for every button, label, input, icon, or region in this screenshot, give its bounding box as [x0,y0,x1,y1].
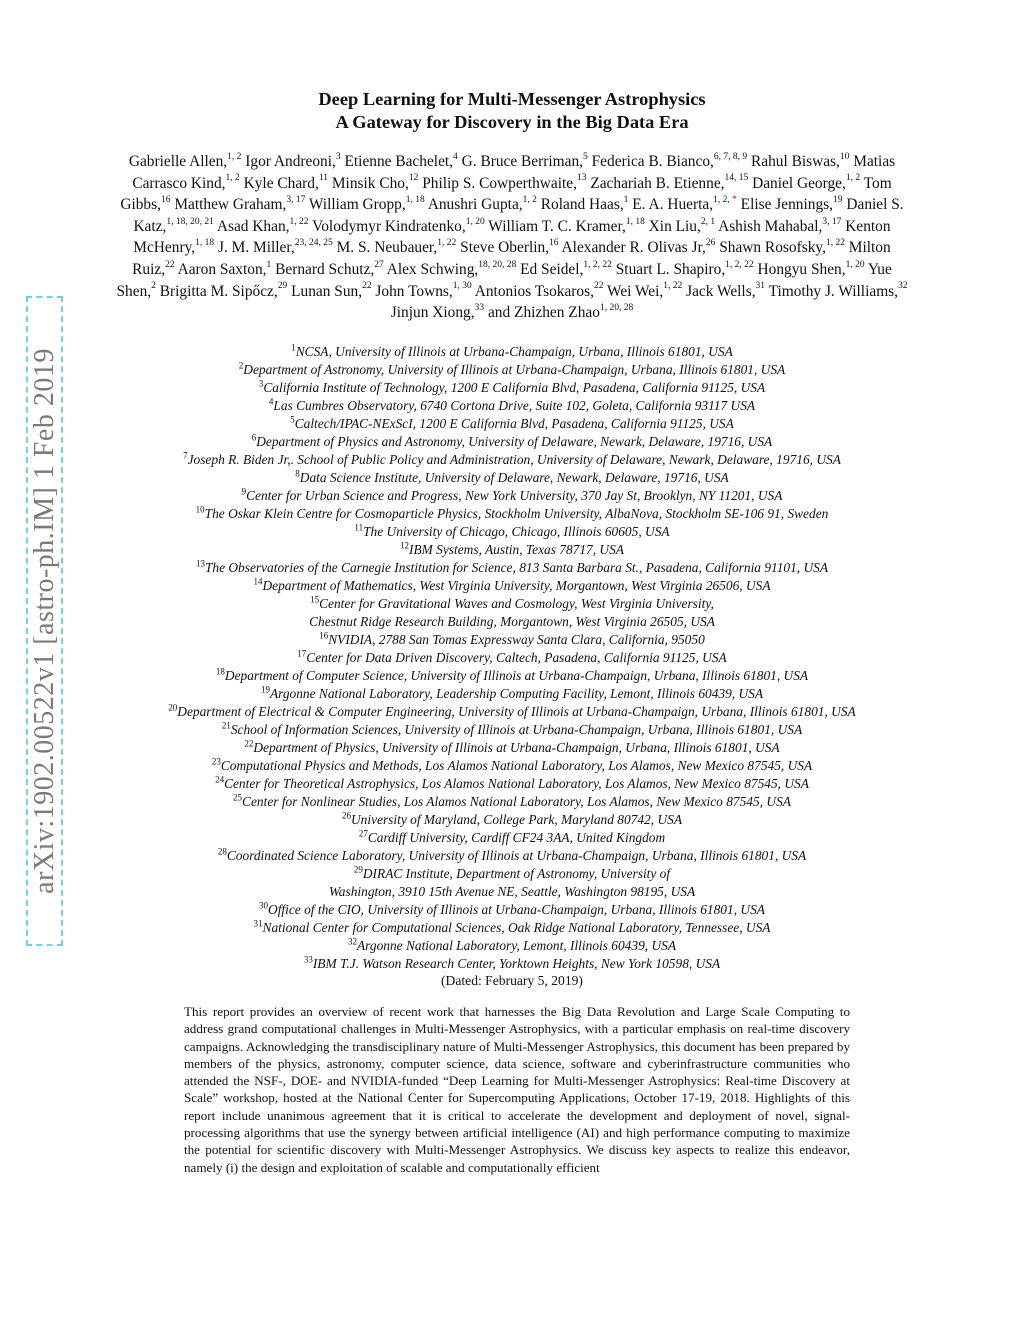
author-name: Bernard Schutz, [275,260,375,278]
author-affiliation-marks: 1, 22 [289,216,309,227]
affiliation-line [60,793,964,811]
author-name: Asad Khan, [216,217,290,235]
author-affiliation-marks: 5 [583,151,588,162]
affiliation-text: DIRAC Institute, Department of Astronomy, University of [362,866,671,881]
author-name: William Gropp, [308,196,406,214]
affiliation-line [60,613,964,631]
author-affiliation-marks: 14, 15 [724,173,749,184]
author-affiliation-marks: 1, 22 [663,281,683,292]
author-name: Gabrielle Allen, [128,153,228,170]
author-name: Kyle Chard, [243,174,319,192]
author-name: Milton Ruiz, [132,239,891,278]
author-entry [422,175,586,192]
author-affiliation-marks: 13 [576,173,587,184]
author-entry [719,239,845,256]
affiliation-line [60,451,964,469]
author-affiliation-marks: 1, 18 [195,238,215,249]
affiliation-text: National Center for Computational Sciences, Oak Ridge National Laboratory, Tennessee, USA [262,920,771,935]
affiliation-number: 7 [183,450,188,461]
author-affiliation-marks: 33 [474,303,485,314]
author-entry [460,239,558,256]
author-affiliation-marks: 1, 2 [227,151,242,162]
affiliation-text: The Observatories of the Carnegie Institution for Science, 813 Santa Barbara St., Pasadena, California 91101, USA [204,560,829,575]
author-entry [428,196,537,213]
affiliation-number: 33 [303,954,313,965]
affiliation-text: The University of Chicago, Chicago, Illinois 60605, USA [363,524,670,539]
author-affiliation-marks: 3 [335,151,341,162]
affiliation-number: 22 [244,738,254,749]
affiliation-number: 30 [259,900,269,911]
author-entry [244,175,328,192]
author-entry [741,196,843,213]
author-entry [344,153,457,170]
author-affiliation-marks: 1, 2 [522,195,537,206]
author-name: John Towns, [375,282,453,300]
affiliation-line [60,721,964,739]
author-name: Volodymyr Kindratenko, [312,217,466,235]
affiliation-text: Coordinated Science Laboratory, University of Illinois at Urbana-Champaign, Urbana, Illinois 61801, USA [226,848,807,863]
author-entry [718,218,841,235]
affiliation-number: 13 [195,558,205,569]
author-name: Rahul Biswas, [750,153,840,170]
author-entry [275,261,384,278]
affiliation-text: Caltech/IPAC-NExScI, 1200 E California Blvd, Pasadena, California 91125, USA [294,416,734,431]
affiliation-line [60,847,964,865]
affiliation-number: 28 [217,846,227,857]
author-entry [616,261,754,278]
author-name: Igor Andreoni, [245,153,336,170]
author-name: Stuart L. Shapiro, [615,260,726,278]
author-entry [375,283,471,300]
affiliation-text: Cardiff University, Cardiff CF24 3AA, United Kingdom [367,830,666,845]
affiliation-number: 1 [291,342,296,353]
affiliation-text: Department of Astronomy, University of Illinois at Urbana-Champaign, Urbana, Illinois 61801, USA [243,362,786,377]
author-name: William T. C. Kramer, [488,217,626,235]
author-name: Jack Wells, [686,282,756,300]
author-name: Roland Haas, [540,196,624,214]
author-name: G. Bruce Berriman, [461,153,584,170]
affiliation-line [60,487,964,505]
author-entry [752,175,860,192]
affiliation-line [60,937,964,955]
author-entry [520,261,612,278]
author-entry [488,304,633,321]
affiliation-number: 11 [354,522,364,533]
affiliation-line [60,415,964,433]
affiliation-line [60,469,964,487]
affiliation-number: 31 [253,918,263,929]
affiliation-line [60,631,964,649]
affiliation-text: Center for Nonlinear Studies, Los Alamos National Laboratory, Los Alamos, New Mexico 87545, USA [242,794,791,809]
affiliation-text: Washington, 3910 15th Avenue NE, Seattle, Washington 98195, USA [328,884,696,899]
affiliation-text: Department of Electrical & Computer Engineering, University of Illinois at Urbana-Champaign, Urbana, Illinois 61801, USA [177,704,856,719]
author-affiliation-marks: 6, 7, 8, 9 [713,151,748,162]
affiliation-line [60,361,964,379]
author-affiliation-marks: 1, 20, 28 [599,303,634,314]
author-entry [291,283,371,300]
author-entry [309,196,425,213]
author-affiliation-marks: 1, 2 [225,173,240,184]
author-name: Alex Schwing, [386,260,479,278]
author-name: Wei Wei, [607,282,664,300]
author-affiliation-marks: 1, 20 [465,216,485,227]
author-entry [178,261,272,278]
author-affiliation-marks: 1, 2 [845,173,861,184]
affiliation-text: California Institute of Technology, 1200 E California Blvd, Pasadena, California 91125, USA [263,380,766,395]
affiliation-line [60,595,964,613]
affiliation-number: 12 [400,540,409,551]
affiliation-line [60,919,964,937]
affiliation-line [60,433,964,451]
author-affiliation-marks: 1, 20 [845,259,865,270]
author-entry [332,175,418,192]
author-affiliation-marks: 4 [453,151,458,162]
affiliation-number: 8 [295,468,300,479]
affiliation-line [60,397,964,415]
paper-title-line-2: A Gateway for Discovery in the Big Data Era [335,112,689,132]
affiliation-line [60,343,964,361]
affiliation-text: IBM T.J. Watson Research Center, Yorktown Heights, New York 10598, USA [312,956,721,971]
author-name: Philip S. Cowperthwaite, [422,174,577,192]
author-affiliation-marks: 1, 2, 22 [725,259,754,270]
affiliation-text: NCSA, University of Illinois at Urbana-Champaign, Urbana, Illinois 61801, USA [295,344,733,359]
affiliation-line [60,811,964,829]
affiliation-number: 2 [238,360,244,371]
author-entry [592,153,747,170]
author-name: Brigitta M. Sipőcz, [159,282,278,300]
affiliation-number: 6 [251,432,257,443]
author-affiliation-marks: 22 [165,259,175,270]
author-entry [649,218,715,235]
author-affiliation-marks: 1, 2, * [713,195,737,206]
affiliation-text: Department of Physics, University of Illinois at Urbana-Champaign, Urbana, Illinois 61801, USA [253,740,780,755]
paper-title-line-1: Deep Learning for Multi-Messenger Astrophysics [318,89,706,109]
affiliation-line [60,739,964,757]
author-affiliation-marks: 29 [277,281,288,292]
affiliation-text: Argonne National Laboratory, Lemont, Illinois 60439, USA [356,938,677,953]
affiliation-text: IBM Systems, Austin, Texas 78717, USA [409,542,624,557]
author-name: Timothy J. Williams, [768,282,899,300]
author-entry [129,153,242,170]
author-entry [174,196,305,213]
author-name: Minsik Cho, [331,174,409,192]
author-affiliation-marks: 23, 24, 25 [294,238,333,249]
affiliation-number: 21 [221,720,231,731]
author-entry [686,283,765,300]
author-name: Hongyu Shen, [757,260,846,278]
author-entry [488,218,645,235]
author-name: Daniel S. Katz, [133,196,904,235]
affiliation-line [60,649,964,667]
author-affiliation-marks: 22 [593,281,604,292]
affiliation-line [60,883,964,901]
author-affiliation-marks: 1, 22 [825,238,845,249]
author-entry [751,153,849,170]
affiliation-line [60,541,964,559]
author-entry [391,304,484,321]
affiliation-line [60,505,964,523]
author-affiliation-marks: 1, 2, 22 [583,259,612,270]
author-entry [337,239,457,256]
affiliation-text: Center for Gravitational Waves and Cosmology, West Virginia University, [319,596,714,611]
affiliation-number: 26 [342,810,351,821]
affiliation-line [60,685,964,703]
affiliation-number: 9 [241,486,247,497]
author-entry [607,283,682,300]
author-name: Alexander R. Olivas Jr, [561,239,706,257]
affiliation-number: 4 [268,396,274,407]
affiliation-text: The Oskar Klein Centre for Cosmoparticle Physics, Stockholm University, AlbaNova, Stockholm SE-106 91, Sweden [204,506,829,521]
affiliation-text: School of Information Sciences, University of Illinois at Urbana-Champaign, Urbana, Illinois 61801, USA [230,722,803,737]
author-entry [590,175,748,192]
author-entry [769,283,908,300]
affiliation-text: Center for Urban Science and Progress, New York University, 370 Jay St, Brooklyn, NY 11201, USA [246,488,783,503]
author-affiliation-marks: 1, 18 [405,195,425,206]
affiliation-number: 3 [258,378,264,389]
affiliation-line [60,775,964,793]
author-affiliation-marks: 27 [374,259,384,270]
author-affiliation-marks: 1 [623,195,629,206]
affiliation-number: 32 [347,936,357,947]
author-name: Daniel George, [752,174,846,192]
author-entry [245,153,340,170]
author-name: Etienne Bachelet, [344,153,454,170]
author-entry [218,239,333,256]
author-affiliation-marks: 22 [362,281,372,292]
affiliation-number: 10 [195,504,205,515]
author-name: Jinjun Xiong, [390,304,475,322]
author-name: Anushri Gupta, [427,196,523,214]
affiliation-text: NVIDIA, 2788 San Tomas Expressway Santa Clara, California, 95050 [328,632,705,647]
author-name: Matthew Graham, [174,196,287,214]
author-name: Lunan Sun, [291,282,363,300]
author-name: and Zhizhen Zhao [487,304,600,322]
affiliation-number: 29 [353,864,363,875]
author-name: Aaron Saxton, [177,260,267,278]
affiliation-text: Las Cumbres Observatory, 6740 Cortona Drive, Suite 102, Goleta, California 93117 USA [273,398,756,413]
author-entry [160,283,288,300]
affiliation-number: 25 [233,792,243,803]
affiliation-text: Department of Physics and Astronomy, University of Delaware, Newark, Delaware, 19716, USA [256,434,773,449]
affiliation-number: 16 [319,630,329,641]
affiliation-number: 14 [253,576,263,587]
author-name: Federica B. Bianco, [591,153,714,170]
author-entry [387,261,516,278]
author-name: M. S. Neubauer, [336,239,438,257]
author-entry [312,218,485,235]
date-line: (Dated: February 5, 2019) [441,973,583,988]
author-affiliation-marks: 16 [549,238,559,249]
author-entry [562,239,716,256]
author-affiliation-marks: 10 [839,151,850,162]
affiliation-line [60,559,964,577]
author-affiliation-marks: 18, 20, 28 [478,259,517,270]
arxiv-identifier-text: arXiv:1902.00522v1 [astro-ph.IM] 1 Feb 2019 [28,348,60,894]
author-list [112,151,912,324]
affiliation-list [60,343,964,973]
affiliation-line [60,523,964,541]
affiliation-text: Office of the CIO, University of Illinois at Urbana-Champaign, Urbana, Illinois 61801, USA [268,902,765,917]
affiliation-line [60,865,964,883]
affiliation-text: Argonne National Laboratory, Leadership Computing Facility, Lemont, Illinois 60439, USA [269,686,764,701]
author-affiliation-marks: 2 [151,281,156,292]
author-name: J. M. Miller, [217,239,295,257]
author-name: Tom Gibbs, [120,174,892,214]
corresponding-author-mark[interactable]: * [732,195,737,206]
affiliation-number: 27 [358,828,368,839]
author-name: Antonios Tsokaros, [474,282,594,300]
author-name: Zachariah B. Etienne, [590,174,725,192]
affiliation-text: Department of Mathematics, West Virginia University, Morgantown, West Virginia 26506, USA [262,578,771,593]
author-entry [217,218,309,235]
affiliation-number: 19 [260,684,270,695]
affiliation-line [60,955,964,973]
author-name: Elise Jennings, [740,196,834,214]
affiliation-text: Department of Computer Science, University of Illinois at Urbana-Champaign, Urbana, Illinois 61801, USA [224,668,809,683]
author-name: Steve Oberlin, [460,239,550,257]
author-entry [462,153,588,170]
author-affiliation-marks: 3, 17 [286,195,306,206]
author-affiliation-marks: 26 [705,238,716,249]
author-affiliation-marks: 32 [898,281,908,292]
author-entry [541,196,629,213]
affiliation-text: Computational Physics and Methods, Los Alamos National Laboratory, Los Alamos, New Mexico 87545, USA [220,758,813,773]
author-affiliation-marks: 19 [833,195,843,206]
affiliation-number: 24 [215,774,225,785]
affiliation-number: 23 [211,756,221,767]
author-entry [475,283,604,300]
abstract: This report provides an overview of recent work that harnesses the Big Data Revolution and Large Scale Computing to address grand computational challenges in Multi-Messenger Astrophysics, with a particular emphasis on real-time discovery campaigns. Acknowledging the transdisciplinary nature of Multi-Messenger Astrophysics, this document has been prepared by members of the physics, astronomy, computer science, data science, software and cyberinfrastructure communities who attended the NSF-, DOE- and NVIDIA-funded “Deep Learning for Multi-Messenger Astrophysics: Real-time Discovery at Scale” workshop, hosted at the National Center for Supercomputing Applications, October 17-19, 2018. Highlights of this report include unanimous agreement that it is critical to accelerate the development and deployment of novel, signal-processing algorithms that use the synergy between artificial intelligence (AI) and high performance computing to maximize the potential for scientific discovery with Multi-Messenger Astrophysics. We discuss key aspects to realize this endeavor, namely (i) the design and exploitation of scalable and computationally efficient [184,1004,850,1175]
affiliation-number: 15 [310,594,320,605]
affiliation-line [60,703,964,721]
author-affiliation-marks: 31 [755,281,766,292]
affiliation-text: University of Maryland, College Park, Maryland 80742, USA [351,812,682,827]
author-entry [758,261,865,278]
author-affiliation-marks: 11 [318,173,328,184]
author-affiliation-marks: 1, 22 [437,238,457,249]
arxiv-identifier-stamp[interactable] [26,296,63,946]
author-name: Yue Shen, [116,260,892,300]
affiliation-number: 5 [290,414,295,425]
author-name: Shawn Rosofsky, [719,239,826,257]
affiliation-line [60,667,964,685]
affiliation-number: 18 [215,666,225,677]
affiliation-line [60,757,964,775]
author-name: Matias Carrasco Kind, [132,153,896,192]
affiliation-text: Joseph R. Biden Jr,. School of Public Policy and Administration, University of Delaware, Newark, Delaware, 19716, USA [187,452,841,467]
author-affiliation-marks: 3, 17 [822,216,842,227]
affiliation-text: Center for Data Driven Discovery, Caltech, Pasadena, California 91125, USA [306,650,727,665]
author-entry [632,196,737,213]
affiliation-text: Chestnut Ridge Research Building, Morgantown, West Virginia 26505, USA [309,614,715,629]
author-name: Kenton McHenry, [133,217,891,257]
author-affiliation-marks: 1, 30 [452,281,472,292]
author-affiliation-marks: 2, 1 [700,216,716,227]
affiliation-line [60,577,964,595]
affiliation-number: 17 [297,648,307,659]
author-affiliation-marks: 1 [266,259,272,270]
affiliation-text: Center for Theoretical Astrophysics, Los Alamos National Laboratory, Los Alamos, New Mexico 87545, USA [224,776,809,791]
author-name: E. A. Huerta, [632,196,714,214]
affiliation-text: Data Science Institute, University of Delaware, Newark, Delaware, 19716, USA [299,470,729,485]
affiliation-line [60,379,964,397]
affiliation-line [60,829,964,847]
author-affiliation-marks: 1, 18 [625,216,645,227]
author-affiliation-marks: 16 [160,195,171,206]
author-name: Xin Liu, [648,217,701,235]
affiliation-line [60,901,964,919]
author-affiliation-marks: 1, 18, 20, 21 [166,216,214,227]
author-name: Ashish Mahabal, [718,217,823,235]
author-affiliation-marks: 12 [408,173,419,184]
author-name: Ed Seidel, [520,260,584,278]
affiliation-number: 20 [168,702,178,713]
